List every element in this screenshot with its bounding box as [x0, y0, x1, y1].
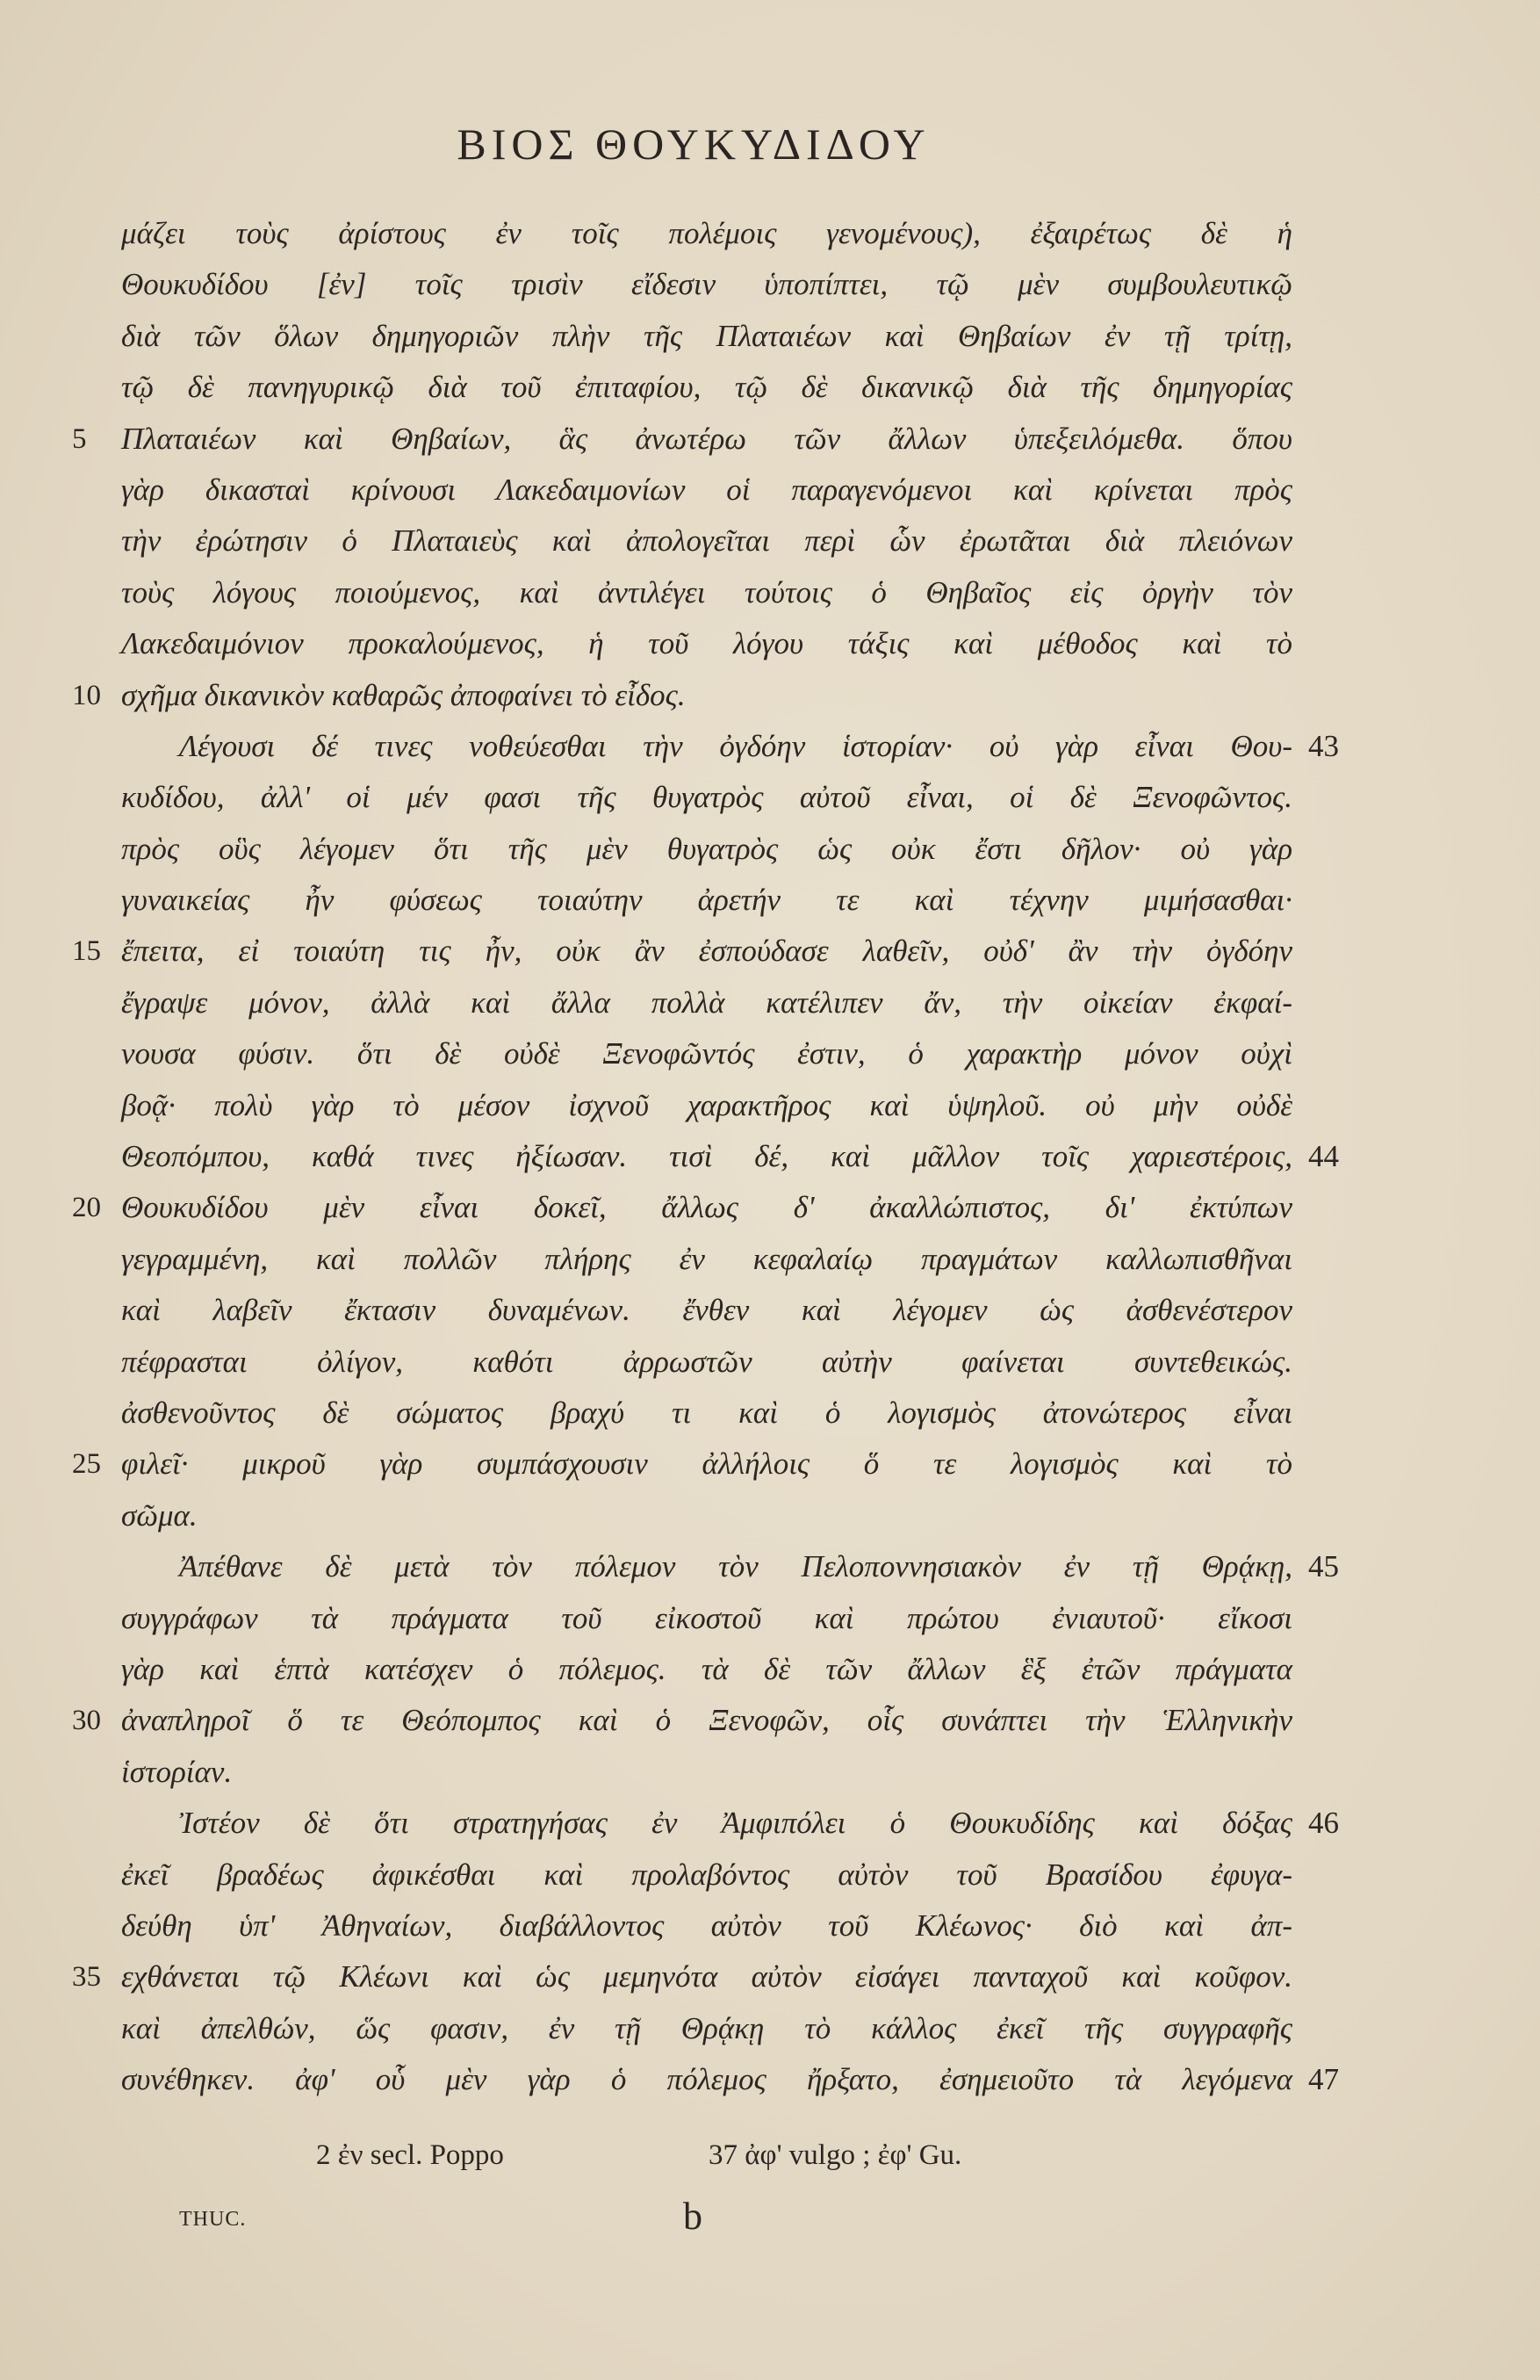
text-line	[72, 670, 1292, 721]
text-line	[121, 1747, 1292, 1798]
line-text: ἔπειτα, εἰ τοιαύτη τις ἦν, οὐκ ἂν ἐσπούδασε λαθεῖν, οὐδ' ἂν τὴν ὀγδόην	[121, 934, 1292, 969]
section-number: 47	[1308, 2062, 1339, 2097]
line-text: Ἰστέον δὲ ὅτι στρατηγήσας ἐν Ἀμφιπόλει ὁ Θουκυδίδης καὶ δόξας	[179, 1806, 1292, 1841]
text-line	[121, 1490, 1292, 1541]
line-text: βοᾷ· πολὺ γὰρ τὸ μέσον ἰσχνοῦ χαρακτῆρος καὶ ὑψηλοῦ. οὐ μὴν οὐδὲ	[121, 1087, 1292, 1122]
line-text: γὰρ καὶ ἑπτὰ κατέσχεν ὁ πόλεμος. τὰ δὲ τῶν ἄλλων ἓξ ἐτῶν πράγματα	[121, 1651, 1292, 1686]
line-number: 5	[72, 422, 87, 455]
line-text: μάζει τοὺς ἀρίστους ἐν τοῖς πολέμοις γενομένους), ἐξαιρέτως δὲ ἡ	[121, 216, 1292, 250]
footnote: 2 ἐν secl. Poppo	[316, 2139, 504, 2171]
line-text: Ἀπέθανε δὲ μετὰ τὸν πόλεμον τὸν Πελοποννησιακὸν ἐν τῇ Θρᾴκῃ,	[179, 1549, 1292, 1584]
line-number: 30	[72, 1705, 101, 1737]
text-line	[121, 1028, 1292, 1079]
text-line	[121, 1798, 1339, 1849]
section-number: 43	[1308, 728, 1339, 763]
text-line	[121, 977, 1292, 1028]
text-line	[121, 875, 1292, 926]
section-number: 46	[1308, 1806, 1339, 1841]
line-text: πρὸς οὓς λέγομεν ὅτι τῆς μὲν θυγατρὸς ὡς οὐκ ἔστι δῆλον· οὐ γὰρ	[121, 831, 1292, 866]
line-number: 35	[72, 1961, 101, 1994]
text-line	[121, 1541, 1339, 1592]
line-text: κυδίδου, ἀλλ' οἱ μέν φασι τῆς θυγατρὸς αὐτοῦ εἶναι, οἱ δὲ Ξενοφῶντος.	[121, 780, 1292, 815]
line-text: ἀναπληροῖ ὅ τε Θεόπομπος καὶ ὁ Ξενοφῶν, οἷς συνάπτει τὴν Ἑλληνικὴν	[121, 1703, 1292, 1738]
line-text: Θουκυδίδου [ἐν] τοῖς τρισὶν εἴδεσιν ὑποπίπτει, τῷ μὲν συμβουλευτικῷ	[121, 267, 1292, 302]
text-line	[72, 1695, 1292, 1746]
text-line	[72, 926, 1292, 977]
section-number: 44	[1308, 1139, 1339, 1174]
text-line	[121, 567, 1292, 618]
text-line	[121, 2003, 1292, 2054]
text-line	[121, 772, 1292, 823]
line-number: 10	[72, 679, 101, 711]
line-number: 15	[72, 935, 101, 968]
signature-label: THUC.	[179, 2208, 247, 2231]
text-line	[72, 1182, 1292, 1233]
line-number: 20	[72, 1192, 101, 1224]
line-text: διὰ τῶν ὅλων δημηγοριῶν πλὴν τῆς Πλαταιέων καὶ Θηβαίων ἐν τῇ τρίτῃ,	[121, 318, 1292, 353]
line-text: Λέγουσι δέ τινες νοθεύεσθαι τὴν ὀγδόην ἱστορίαν· οὐ γὰρ εἶναι Θου-	[179, 728, 1292, 763]
text-line	[72, 1439, 1292, 1489]
running-head-title: ΒΙΟΣ ΘΟΥΚΥΔΙΔΟΥ	[457, 119, 931, 169]
line-text: ἀσθενοῦντος δὲ σώματος βραχύ τι καὶ ὁ λογισμὸς ἀτονώτερος εἶναι	[121, 1395, 1292, 1430]
text-line	[121, 2054, 1339, 2105]
line-text: Λακεδαιμόνιον προκαλούμενος, ἡ τοῦ λόγου τάξις καὶ μέθοδος καὶ τὸ	[121, 626, 1292, 661]
text-line	[121, 1388, 1292, 1439]
text-line	[121, 259, 1292, 310]
text-line	[121, 465, 1292, 516]
line-text: Θουκυδίδου μὲν εἶναι δοκεῖ, ἄλλως δ' ἀκαλλώπιστος, δι' ἐκτύπων	[121, 1190, 1292, 1225]
line-number: 25	[72, 1448, 101, 1481]
text-line	[121, 1131, 1339, 1182]
line-text: γυναικείας ἦν φύσεως τοιαύτην ἀρετήν τε καὶ τέχνην μιμήσασθαι·	[121, 883, 1292, 918]
text-line	[121, 1285, 1292, 1336]
line-text: συνέθηκεν. ἀφ' οὗ μὲν γὰρ ὁ πόλεμος ἤρξατο, ἐσημειοῦτο τὰ λεγόμενα	[121, 2062, 1292, 2097]
line-text: ἔγραψε μόνον, ἀλλὰ καὶ ἄλλα πολλὰ κατέλιπεν ἄν, τὴν οἰκείαν ἐκφαί-	[121, 984, 1292, 1020]
line-text: τὴν ἐρώτησιν ὁ Πλαταιεὺς καὶ ἀπολογεῖται περὶ ὧν ἐρωτᾶται διὰ πλειόνων	[121, 523, 1292, 559]
line-text: σχῆμα δικανικὸν καθαρῶς ἀποφαίνει τὸ εἶδος.	[121, 677, 686, 712]
line-text: Θεοπόμπου, καθά τινες ἠξίωσαν. τισὶ δέ, καὶ μᾶλλον τοῖς χαριεστέροις,	[121, 1139, 1292, 1174]
text-line	[121, 1900, 1292, 1951]
signature-mark: b	[683, 2195, 702, 2238]
text-line	[121, 721, 1339, 772]
line-text: γὰρ δικασταὶ κρίνουσι Λακεδαιμονίων οἱ παραγενόμενοι καὶ κρίνεται πρὸς	[121, 472, 1292, 507]
text-line	[121, 1644, 1292, 1695]
footnote: 37 ἀφ' vulgo ; ἐφ' Gu.	[709, 2139, 962, 2171]
line-text: καὶ λαβεῖν ἔκτασιν δυναμένων. ἔνθεν καὶ λέγομεν ὡς ἀσθενέστερον	[121, 1293, 1292, 1328]
text-line	[121, 311, 1292, 362]
text-line	[72, 1951, 1292, 2002]
text-line	[72, 414, 1292, 465]
line-text: δεύθη ὑπ' Ἀθηναίων, διαβάλλοντος αὐτὸν τοῦ Κλέωνος· διὸ καὶ ἀπ-	[121, 1908, 1292, 1943]
text-line	[121, 516, 1292, 566]
line-text: Πλαταιέων καὶ Θηβαίων, ἃς ἀνωτέρω τῶν ἄλλων ὑπεξειλόμεθα. ὅπου	[121, 421, 1292, 456]
line-text: καὶ ἀπελθών, ὥς φασιν, ἐν τῇ Θρᾴκῃ τὸ κάλλος ἐκεῖ τῆς συγγραφῆς	[121, 2010, 1292, 2045]
text-line	[121, 618, 1292, 669]
line-text: ἱστορίαν.	[121, 1754, 233, 1789]
section-number: 45	[1308, 1549, 1339, 1584]
line-text: πέφρασται ὀλίγον, καθότι ἀρρωστῶν αὐτὴν φαίνεται συντεθεικώς.	[121, 1344, 1292, 1379]
line-text: ἐκεῖ βραδέως ἀφικέσθαι καὶ προλαβόντος αὐτὸν τοῦ Βρασίδου ἐφυγα-	[121, 1857, 1292, 1892]
text-line	[121, 1850, 1292, 1900]
text-line	[121, 1337, 1292, 1388]
text-line	[121, 1593, 1292, 1644]
text-line	[121, 1080, 1292, 1131]
line-text: φιλεῖ· μικροῦ γὰρ συμπάσχουσιν ἀλλήλοις ὅ τε λογισμὸς καὶ τὸ	[121, 1446, 1292, 1482]
line-text: σῶμα.	[121, 1497, 198, 1533]
line-text: τοὺς λόγους ποιούμενος, καὶ ἀντιλέγει τούτοις ὁ Θηβαῖος εἰς ὀργὴν τὸν	[121, 574, 1292, 609]
line-text: νουσα φύσιν. ὅτι δὲ οὐδὲ Ξενοφῶντός ἐστιν, ὁ χαρακτὴρ μόνον οὐχὶ	[121, 1036, 1292, 1071]
line-text: συγγράφων τὰ πράγματα τοῦ εἰκοστοῦ καὶ πρώτου ἐνιαυτοῦ· εἴκοσι	[121, 1600, 1292, 1635]
text-line	[121, 824, 1292, 875]
line-text: εχθάνεται τῷ Κλέωνι καὶ ὡς μεμηνότα αὐτὸν εἰσάγει πανταχοῦ καὶ κοῦφον.	[121, 1959, 1292, 1994]
line-text: γεγραμμένη, καὶ πολλῶν πλήρης ἐν κεφαλαίῳ πραγμάτων καλλωπισθῆναι	[121, 1241, 1292, 1276]
text-line	[121, 362, 1292, 413]
text-line	[121, 208, 1292, 259]
greek-text-body	[72, 208, 1339, 2105]
line-text: τῷ δὲ πανηγυρικῷ διὰ τοῦ ἐπιταφίου, τῷ δὲ δικανικῷ διὰ τῆς δημηγορίας	[121, 370, 1292, 405]
text-line	[121, 1234, 1292, 1285]
